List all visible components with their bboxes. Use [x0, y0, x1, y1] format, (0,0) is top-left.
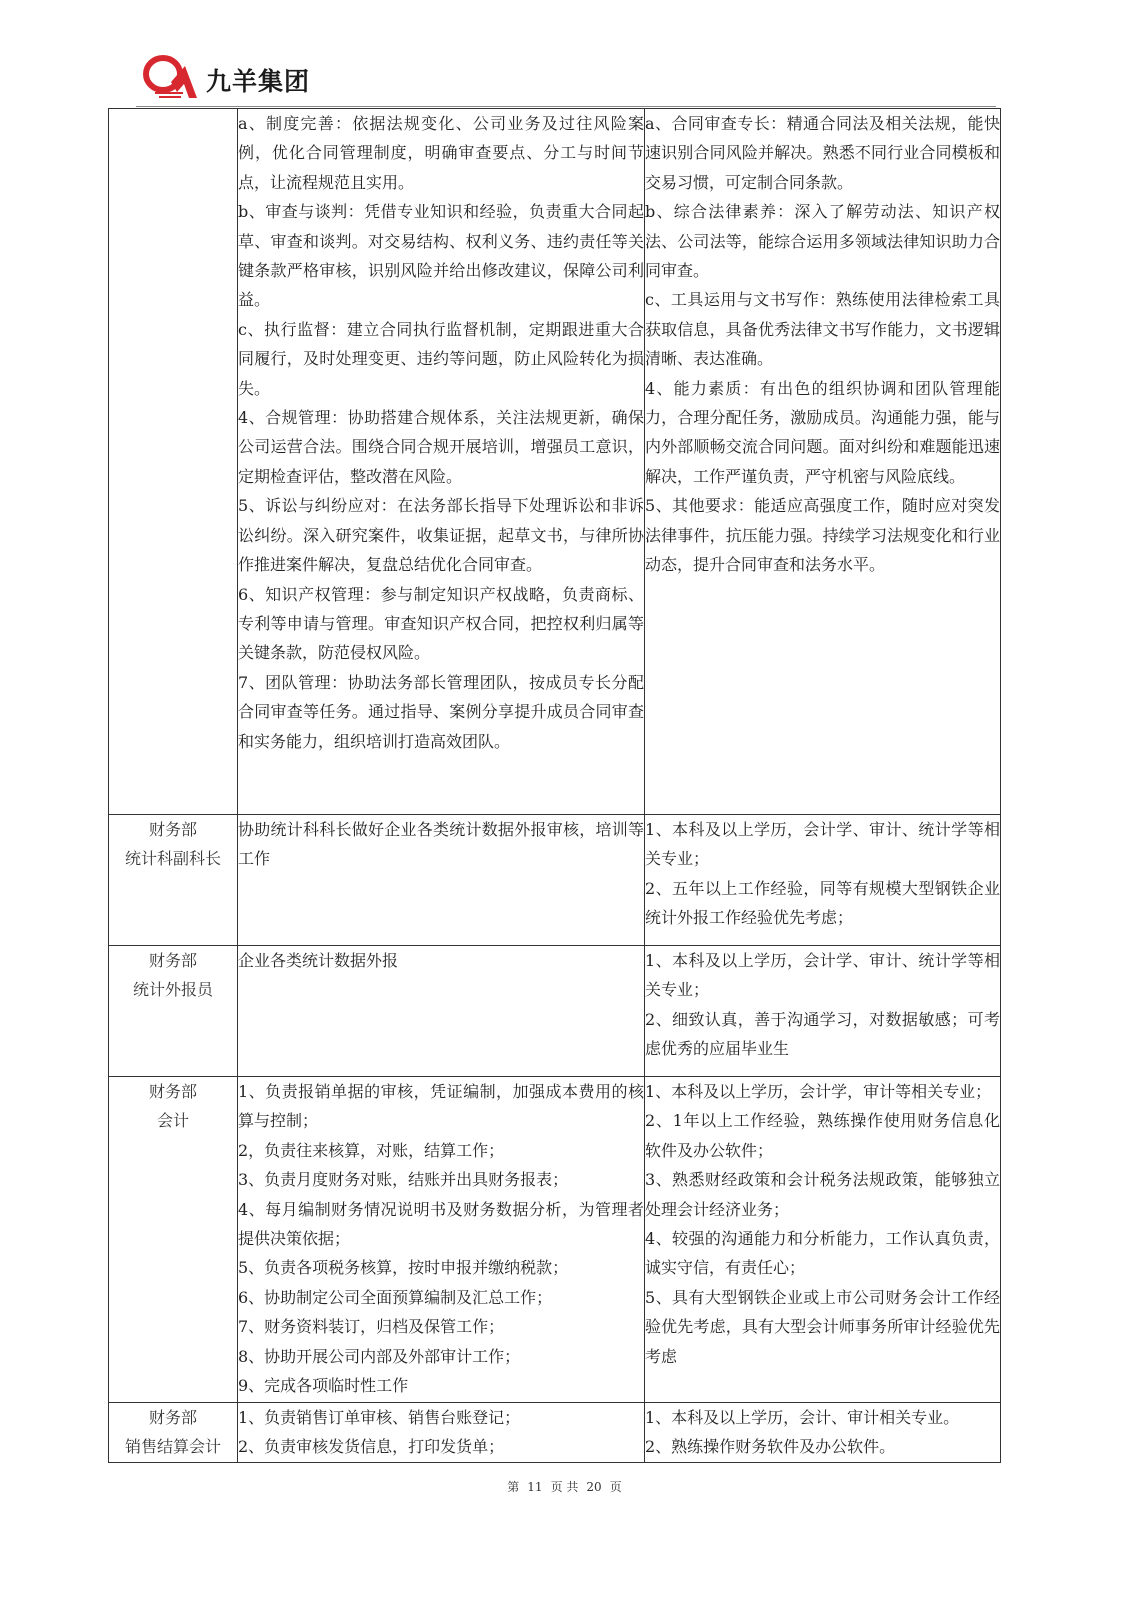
requirements-cell: [645, 1077, 1001, 1403]
requirement-item: 3、熟悉财经政策和会计税务法规政策，能够独立处理会计经济业务；: [645, 1170, 1000, 1219]
duty-item: 7、团队管理：协助法务部长管理团队，按成员专长分配合同审查等任务。通过指导、案例分享提升成员合同审查和实务能力，组织培训打造高效团队。: [238, 672, 644, 751]
requirements-cell: [645, 109, 1001, 815]
position-cell: [109, 946, 238, 1077]
duties-cell: [238, 109, 645, 815]
table-row: [109, 815, 1001, 946]
page-number: 11: [527, 1480, 543, 1494]
job-table: [108, 108, 1001, 1463]
position-cell: [109, 1077, 238, 1403]
position-cell: [109, 1403, 238, 1463]
requirement-item: a、合同审查专长：精通合同法及相关法规，能快速识别合同风险并解决。熟悉不同行业合同模板和交易习惯，可定制合同条款。: [645, 114, 1000, 192]
requirement-item: 2、细致认真，善于沟通学习，对数据敏感；可考虑优秀的应届毕业生: [645, 1009, 1000, 1059]
footer-middle: 页 共: [550, 1480, 579, 1494]
header-divider: [136, 106, 996, 107]
page-footer: [0, 1478, 1129, 1495]
duty-item: 4、合规管理：协助搭建合规体系，关注法规更新，确保公司运营合法。围绕合同合规开展培训，增强员工意识，定期检查评估，整改潜在风险。: [238, 408, 644, 486]
requirement-item: 1、本科及以上学历，会计学、审计、统计学等相关专业；: [645, 820, 1000, 869]
position-line: 财务部: [148, 1082, 197, 1101]
position-line: 财务部: [148, 1408, 197, 1427]
duty-item: c、执行监督：建立合同执行监督机制，定期跟进重大合同履行，及时处理变更、违约等问题，防止风险转化为损失。: [238, 319, 644, 398]
requirement-item: 5、具有大型钢铁企业或上市公司财务会计工作经验优先考虑，具有大型会计师事务所审计经验优先考虑: [645, 1287, 1000, 1366]
position-line: 财务部: [148, 951, 197, 970]
duty-item: 6、知识产权管理：参与制定知识产权战略，负责商标、专利等申请与管理。审查知识产权合同，把控权利归属等关键条款，防范侵权风险。: [238, 584, 644, 663]
requirements-cell: [645, 815, 1001, 946]
requirement-item: 4、较强的沟通能力和分析能力，工作认真负责，诚实守信，有责任心；: [645, 1229, 1000, 1278]
duty-item: 6、协助制定公司全面预算编制及汇总工作；: [238, 1287, 553, 1307]
company-name: 九羊集团: [206, 67, 311, 96]
duties-cell: [238, 1403, 645, 1463]
position-cell: [109, 815, 238, 946]
duty-item: 5、负责各项税务核算，按时申报并缴纳税款；: [238, 1258, 569, 1278]
duty-item: a、制度完善：依据法规变化、公司业务及过往风险案例，优化合同管理制度，明确审查要点、分工与时间节点，让流程规范且实用。: [238, 114, 644, 192]
requirement-item: 1、本科及以上学历，会计学、审计、统计学等相关专业；: [645, 951, 1000, 1000]
footer-suffix: 页: [609, 1480, 622, 1494]
requirement-item: 5、其他要求：能适应高强度工作，随时应对突发法律事件，抗压能力强。持续学习法规变化和行业动态，提升合同审查和法务水平。: [645, 496, 1000, 575]
requirement-item: c、工具运用与文书写作：熟练使用法律检索工具获取信息，具备优秀法律文书写作能力，文书逻辑清晰、表达准确。: [645, 290, 1000, 369]
footer-prefix: 第: [507, 1480, 520, 1494]
duty-item: 7、财务资料装订，归档及保管工作；: [238, 1317, 505, 1337]
total-pages: 20: [586, 1480, 602, 1494]
requirements-cell: [645, 946, 1001, 1077]
duty-item: 5、诉讼与纠纷应对：在法务部长指导下处理诉讼和非诉讼纠纷。深入研究案件，收集证据，起草文书，与律所协作推进案件解决，复盘总结优化合同审查。: [238, 496, 644, 575]
duty-item: 协助统计科科长做好企业各类统计数据外报审核，培训等工作: [238, 820, 644, 869]
table-row: [109, 946, 1001, 1077]
duties-cell: [238, 1077, 645, 1403]
duty-item: b、审查与谈判：凭借专业知识和经验，负责重大合同起草、审查和谈判。对交易结构、权利义务、违约责任等关键条款严格审核，识别风险并给出修改建议，保障公司利益。: [238, 202, 644, 310]
duty-item: 企业各类统计数据外报: [238, 951, 399, 970]
position-line: 会计: [156, 1111, 189, 1130]
duties-cell: [238, 946, 645, 1077]
duty-item: 8、协助开展公司内部及外部审计工作；: [238, 1346, 521, 1366]
requirement-item: 2、熟练操作财务软件及办公软件。: [645, 1437, 896, 1457]
duty-item: 1、负责销售订单审核、销售台账登记；: [238, 1408, 521, 1427]
duty-item: 2、负责审核发货信息，打印发货单；: [238, 1437, 505, 1457]
duty-item: 4、每月编制财务情况说明书及财务数据分析，为管理者提供决策依据；: [238, 1199, 644, 1249]
position-cell: [109, 109, 238, 815]
requirement-item: 2、1年以上工作经验，熟练操作使用财务信息化软件及办公软件；: [645, 1111, 1000, 1160]
requirement-item: 4、能力素质：有出色的组织协调和团队管理能力，合理分配任务，激励成员。沟通能力强，能与内外部顺畅交流合同问题。面对纠纷和难题能迅速解决，工作严谨负责，严守机密与风险底线。: [645, 378, 1000, 486]
position-line: 统计外报员: [132, 980, 213, 999]
table-row: [109, 1077, 1001, 1403]
requirements-cell: [645, 1403, 1001, 1463]
table-row: [109, 109, 1001, 815]
position-line: 销售结算会计: [124, 1437, 221, 1456]
duties-cell: [238, 815, 645, 946]
duty-item: 1、负责报销单据的审核，凭证编制，加强成本费用的核算与控制；: [238, 1082, 644, 1131]
duty-item: 2，负责往来核算，对账，结算工作；: [238, 1140, 505, 1160]
position-line: 财务部: [148, 820, 197, 839]
table-row: [109, 1403, 1001, 1463]
page-header: [136, 48, 996, 106]
duty-item: 9、完成各项临时性工作: [238, 1376, 409, 1396]
requirement-item: 1、本科及以上学历，会计、审计相关专业。: [645, 1408, 960, 1427]
position-line: 统计科副科长: [124, 849, 221, 868]
duty-item: 3、负责月度财务对账，结账并出具财务报表；: [238, 1170, 569, 1190]
requirement-item: 1、本科及以上学历，会计学，审计等相关专业；: [645, 1082, 992, 1101]
requirement-item: 2、五年以上工作经验，同等有规模大型钢铁企业统计外报工作经验优先考虑；: [645, 878, 1000, 928]
company-logo-icon: [141, 52, 199, 100]
requirement-item: b、综合法律素养：深入了解劳动法、知识产权法、公司法等，能综合运用多领域法律知识助力合同审查。: [645, 202, 1000, 281]
